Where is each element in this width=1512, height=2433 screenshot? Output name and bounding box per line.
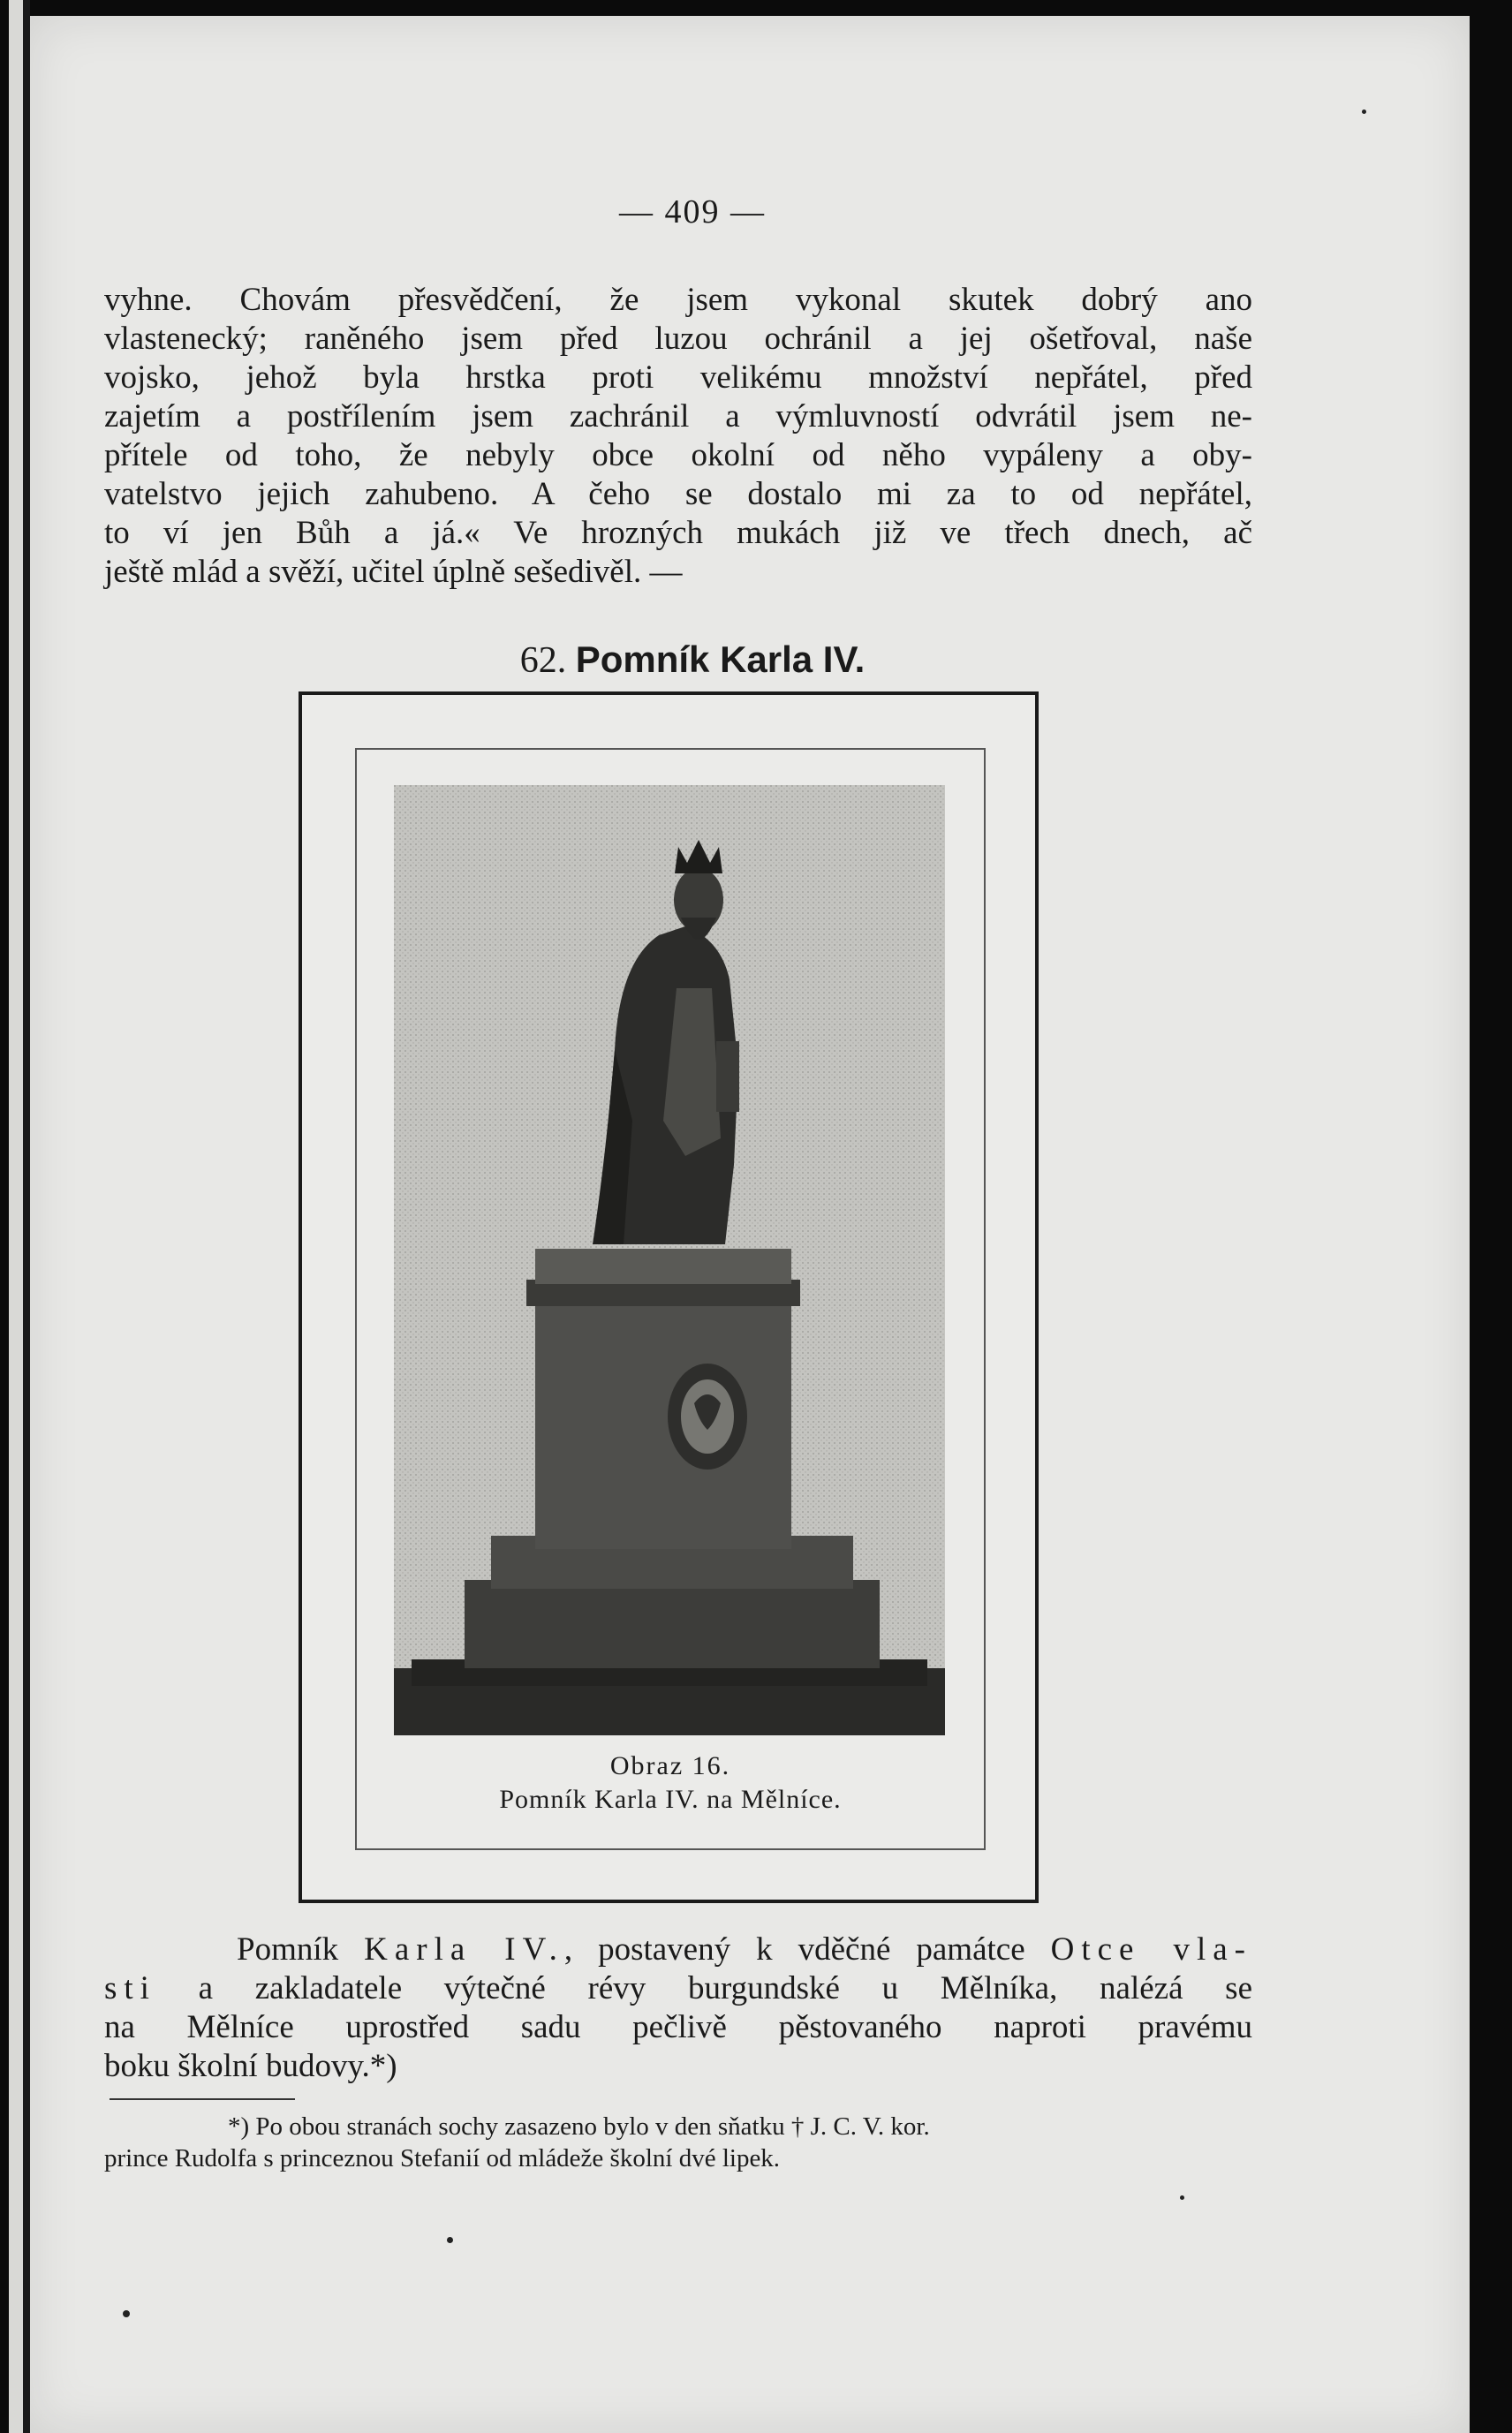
footnote-line: prince Rudolfa s princeznou Stefanií od mládeže školní dvé lipek. (104, 2144, 781, 2172)
text-line: zajetím a postřílením jsem zachránil a výmluvností odvrátil jsem ne- (104, 398, 1252, 434)
paragraph-2 (104, 1931, 1252, 2086)
book-gutter (0, 0, 30, 2433)
footnote (104, 2111, 1252, 2174)
paper-speck (1362, 110, 1366, 114)
page-number: — 409 — (619, 193, 766, 230)
figure-frame (299, 691, 1039, 1903)
figure-caption-label: Obraz 16. (609, 1751, 731, 1780)
statue-photograph (394, 785, 945, 1735)
book-page (30, 16, 1470, 2433)
text-line: vlastenecký; raněného jsem před luzou ochránil a jej ošetřoval, naše (104, 321, 1252, 357)
spaced-phrase: sti (104, 1970, 156, 2006)
statue-illustration (394, 785, 945, 1735)
text-line: vojsko, jehož byla hrstka proti velikému množství nepřátel, před (104, 359, 1252, 396)
text-line: boku školní budovy.*) (104, 2048, 397, 2084)
text-line (104, 1931, 1252, 1969)
figure-inner-frame (355, 748, 986, 1850)
footnote-line: *) Po obou stranách sochy zasazeno bylo v den sňatku † J. C. V. kor. (228, 2112, 930, 2141)
spaced-name: Karla IV. (364, 1931, 564, 1968)
section-heading (30, 638, 1355, 682)
paper-speck (1180, 2195, 1184, 2200)
text-fragment: a zakladatele výtečné révy burgundské u Mělníka, nalézá se (155, 1970, 1252, 2006)
text-line: vyhne. Chovám přesvědčení, že jsem vykonal skutek dobrý ano (104, 282, 1252, 318)
spaced-phrase: Otce vla- (1050, 1931, 1252, 1968)
paper-speck (447, 2237, 453, 2243)
text-line: vatelstvo jejich zahubeno. A čeho se dostalo mi za to od nepřátel, (104, 476, 1252, 512)
text-line (104, 1969, 1252, 2008)
text-fragment: , postavený k vděčné památce (563, 1931, 1025, 1968)
text-line: ještě mlád a svěží, učitel úplně sešedivěl. — (104, 554, 683, 590)
paper-speck (123, 2310, 130, 2317)
text-line: to ví jen Bůh a já.« Ve hrozných mukách již ve třech dnech, ač (104, 515, 1252, 551)
text-line: na Mělníce uprostřed sadu pečlivě pěstovaného naproti pravému (104, 2009, 1252, 2045)
text-fragment: Pomník (237, 1931, 339, 1968)
section-title: Pomník Karla IV. (575, 638, 866, 680)
section-number: 62. (519, 640, 567, 681)
paragraph-1 (104, 281, 1252, 592)
text-line: přítele od toho, že nebyly obce okolní od něho vypáleny a oby- (104, 437, 1252, 473)
footnote-divider (110, 2098, 295, 2100)
figure-caption-text: Pomník Karla IV. na Mělníce. (499, 1785, 842, 1814)
